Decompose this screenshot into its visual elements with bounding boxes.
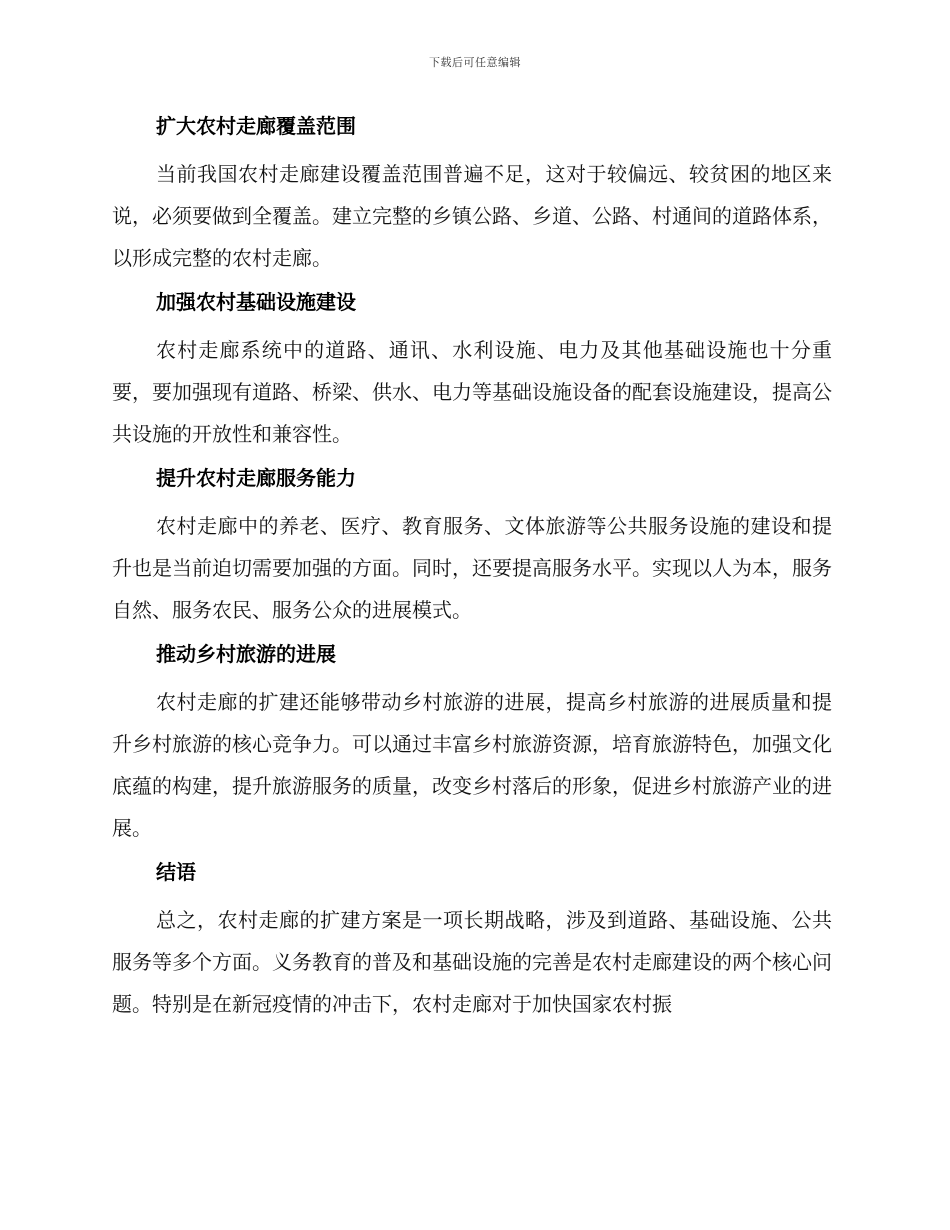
section-paragraph-tourism: 农村走廊的扩建还能够带动乡村旅游的进展，提高乡村旅游的进展质量和提升乡村旅游的核心竞争力。可以通过丰富乡村旅游资源，培育旅游特色，加强文化底蕴的构建，提升旅游服务的质量，改变乡村落后的形象，促进乡村旅游产业的进展。 bbox=[112, 690, 832, 840]
document-body bbox=[112, 112, 832, 1034]
section-paragraph-infrastructure: 农村走廊系统中的道路、通讯、水利设施、电力及其他基础设施也十分重要，要加强现有道路、桥梁、供水、电力等基础设施设备的配套设施建设，提高公共设施的开放性和兼容性。 bbox=[112, 338, 832, 446]
section-paragraph-coverage: 当前我国农村走廊建设覆盖范围普遍不足，这对于较偏远、较贫困的地区来说，必须要做到全覆盖。建立完整的乡镇公路、乡道、公路、村通间的道路体系，以形成完整的农村走廊。 bbox=[112, 162, 832, 270]
section-paragraph-conclusion: 总之，农村走廊的扩建方案是一项长期战略，涉及到道路、基础设施、公共服务等多个方面。义务教育的普及和基础设施的完善是农村走廊建设的两个核心问题。特别是在新冠疫情的冲击下，农村走廊对于加快国家农村振 bbox=[112, 908, 832, 1016]
section-heading-infrastructure: 加强农村基础设施建设 bbox=[156, 290, 356, 314]
section-paragraph-service: 农村走廊中的养老、医疗、教育服务、文体旅游等公共服务设施的建设和提升也是当前迫切需要加强的方面。同时，还要提高服务水平。实现以人为本，服务自然、服务农民、服务公众的进展模式。 bbox=[112, 514, 832, 622]
section-heading-tourism: 推动乡村旅游的进展 bbox=[156, 642, 336, 666]
section-heading-coverage: 扩大农村走廊覆盖范围 bbox=[156, 114, 356, 138]
section-heading-conclusion: 结语 bbox=[156, 860, 196, 884]
header-note: 下载后可任意编辑 bbox=[429, 56, 521, 69]
section-heading-service: 提升农村走廊服务能力 bbox=[156, 466, 356, 490]
